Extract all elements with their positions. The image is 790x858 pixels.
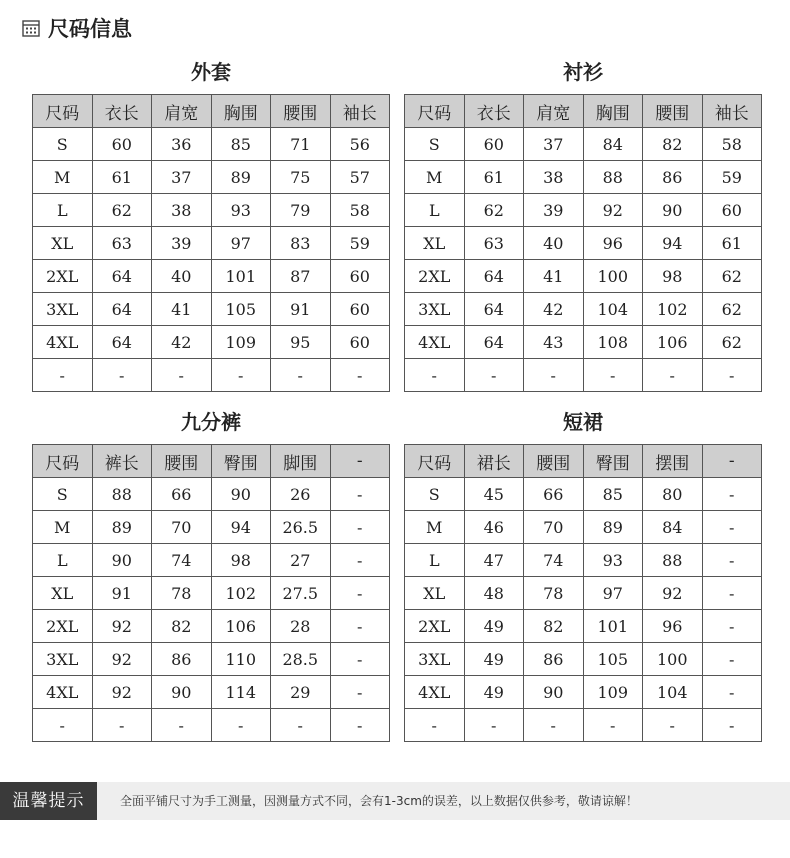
table-cell: 58 [702, 128, 762, 161]
table-cell: 66 [524, 478, 584, 511]
table-row [405, 478, 762, 511]
table-row [405, 709, 762, 742]
table-cell: 98 [211, 544, 271, 577]
table-cell: 64 [92, 293, 152, 326]
table-cell: 101 [583, 610, 643, 643]
column-header: 脚围 [271, 445, 331, 478]
table-row [33, 194, 390, 227]
table-cell: 62 [702, 260, 762, 293]
size-table-coat [32, 58, 390, 392]
table-row [33, 577, 390, 610]
column-header: 胸围 [583, 95, 643, 128]
table-row [405, 260, 762, 293]
table-cell: - [524, 359, 584, 392]
table-cell: - [702, 676, 762, 709]
table-cell: 29 [271, 676, 331, 709]
table-row [405, 194, 762, 227]
table-cell: - [152, 359, 212, 392]
table-cell: - [702, 359, 762, 392]
table-cell: 4XL [33, 676, 93, 709]
table-cell: 70 [524, 511, 584, 544]
table-cell: 2XL [405, 610, 465, 643]
table-cell: - [330, 544, 390, 577]
table-cell: 58 [330, 194, 390, 227]
table-row [405, 511, 762, 544]
table-cell: 102 [211, 577, 271, 610]
table-cell: - [405, 709, 465, 742]
table-cell: 60 [330, 293, 390, 326]
table-cell: - [702, 478, 762, 511]
table-row [33, 511, 390, 544]
table-row [33, 260, 390, 293]
table-cell: - [524, 709, 584, 742]
table-cell: - [211, 709, 271, 742]
table-cell: 90 [92, 544, 152, 577]
table-cell: XL [405, 227, 465, 260]
table-cell: XL [405, 577, 465, 610]
column-header: 腰围 [643, 95, 703, 128]
table-cell: - [33, 709, 93, 742]
table-cell: 97 [583, 577, 643, 610]
table-row [405, 676, 762, 709]
table-cell: - [702, 610, 762, 643]
table-cell: XL [33, 227, 93, 260]
table-cell: 114 [211, 676, 271, 709]
table-cell: 36 [152, 128, 212, 161]
table-cell: 27.5 [271, 577, 331, 610]
table-cell: 90 [643, 194, 703, 227]
size-table-skirt [404, 408, 762, 742]
table-cell: 61 [92, 161, 152, 194]
table-cell: 45 [464, 478, 524, 511]
table-cell: 4XL [33, 326, 93, 359]
table-cell: - [330, 577, 390, 610]
table-cell: 100 [583, 260, 643, 293]
table-row [33, 478, 390, 511]
table-cell: 60 [464, 128, 524, 161]
table-cell: 2XL [405, 260, 465, 293]
table-cell: 62 [702, 293, 762, 326]
table-cell: 88 [643, 544, 703, 577]
table-cell: 57 [330, 161, 390, 194]
column-header: 袖长 [702, 95, 762, 128]
table-cell: 41 [524, 260, 584, 293]
table-cell: 56 [330, 128, 390, 161]
table-header-row [405, 95, 762, 128]
table-cell: - [92, 359, 152, 392]
table-cell: - [211, 359, 271, 392]
table-cell: 63 [92, 227, 152, 260]
table-cell: 62 [464, 194, 524, 227]
table-cell: - [271, 359, 331, 392]
column-header: 尺码 [33, 445, 93, 478]
table-cell: - [330, 359, 390, 392]
table-row [33, 610, 390, 643]
table-cell: - [330, 676, 390, 709]
table-cell: 80 [643, 478, 703, 511]
size-table [404, 94, 762, 392]
table-cell: 41 [152, 293, 212, 326]
table-row [405, 128, 762, 161]
table-cell: 92 [92, 676, 152, 709]
table-cell: 61 [702, 227, 762, 260]
table-cell: S [405, 128, 465, 161]
table-cell: 92 [583, 194, 643, 227]
table-row [33, 544, 390, 577]
column-header: 肩宽 [524, 95, 584, 128]
table-cell: 71 [271, 128, 331, 161]
column-header: 臀围 [211, 445, 271, 478]
table-row [405, 293, 762, 326]
table-cell: - [702, 643, 762, 676]
table-cell: 102 [643, 293, 703, 326]
table-cell: 82 [524, 610, 584, 643]
page-header [22, 13, 132, 43]
table-header-row [405, 445, 762, 478]
table-cell: 42 [152, 326, 212, 359]
table-row [33, 128, 390, 161]
table-header-row [33, 445, 390, 478]
column-header: 尺码 [33, 95, 93, 128]
column-header: 袖长 [330, 95, 390, 128]
table-row [33, 293, 390, 326]
table-cell: 104 [583, 293, 643, 326]
table-cell: 90 [524, 676, 584, 709]
table-cell: M [33, 161, 93, 194]
table-cell: 64 [464, 293, 524, 326]
table-row [33, 227, 390, 260]
table-cell: - [643, 709, 703, 742]
table-cell: 4XL [405, 326, 465, 359]
table-title: 短裙 [563, 410, 603, 434]
size-table [404, 444, 762, 742]
table-cell: 104 [643, 676, 703, 709]
table-cell: 26.5 [271, 511, 331, 544]
table-cell: - [643, 359, 703, 392]
table-cell: 64 [464, 326, 524, 359]
table-cell: 95 [271, 326, 331, 359]
column-header: 肩宽 [152, 95, 212, 128]
table-cell: - [405, 359, 465, 392]
table-row [405, 359, 762, 392]
table-cell: 64 [464, 260, 524, 293]
table-cell: 3XL [33, 643, 93, 676]
table-cell: M [405, 161, 465, 194]
table-cell: 106 [643, 326, 703, 359]
table-cell: - [271, 709, 331, 742]
table-cell: 90 [211, 478, 271, 511]
notice-message: 全面平铺尺寸为手工测量，因测量方式不同，会有1-3cm的误差，以上数据仅供参考，敬请谅解！ [120, 794, 638, 808]
table-cell: 78 [152, 577, 212, 610]
table-cell: - [152, 709, 212, 742]
table-cell: 38 [524, 161, 584, 194]
table-cell: 62 [92, 194, 152, 227]
table-cell: S [33, 478, 93, 511]
table-row [33, 359, 390, 392]
column-header: 裤长 [92, 445, 152, 478]
column-header: 胸围 [211, 95, 271, 128]
table-cell: 75 [271, 161, 331, 194]
table-cell: 86 [152, 643, 212, 676]
table-cell: 60 [330, 260, 390, 293]
table-cell: 3XL [33, 293, 93, 326]
table-cell: 86 [524, 643, 584, 676]
table-cell: 98 [643, 260, 703, 293]
table-cell: 60 [702, 194, 762, 227]
table-cell: S [33, 128, 93, 161]
table-cell: 97 [211, 227, 271, 260]
table-cell: 40 [152, 260, 212, 293]
table-cell: 90 [152, 676, 212, 709]
table-cell: 92 [643, 577, 703, 610]
table-cell: 63 [464, 227, 524, 260]
table-header-row [33, 95, 390, 128]
table-cell: 61 [464, 161, 524, 194]
table-cell: - [330, 643, 390, 676]
table-row [405, 577, 762, 610]
table-cell: 96 [583, 227, 643, 260]
table-cell: 91 [271, 293, 331, 326]
table-cell: 49 [464, 676, 524, 709]
column-header: 臀围 [583, 445, 643, 478]
table-row [33, 643, 390, 676]
table-cell: 66 [152, 478, 212, 511]
table-cell: 88 [92, 478, 152, 511]
table-cell: 47 [464, 544, 524, 577]
column-header: 衣长 [464, 95, 524, 128]
table-cell: 110 [211, 643, 271, 676]
table-cell: M [405, 511, 465, 544]
table-cell: 92 [92, 610, 152, 643]
table-cell: 93 [583, 544, 643, 577]
table-cell: 105 [211, 293, 271, 326]
table-cell: 85 [583, 478, 643, 511]
table-cell: L [33, 194, 93, 227]
size-table-pants [32, 408, 390, 742]
table-cell: S [405, 478, 465, 511]
table-cell: 96 [643, 610, 703, 643]
table-cell: 91 [92, 577, 152, 610]
table-cell: 78 [524, 577, 584, 610]
table-cell: - [583, 709, 643, 742]
table-cell: 101 [211, 260, 271, 293]
table-cell: 43 [524, 326, 584, 359]
column-header: 尺码 [405, 95, 465, 128]
table-cell: - [702, 709, 762, 742]
table-row [33, 709, 390, 742]
table-cell: 109 [211, 326, 271, 359]
column-header: 腰围 [152, 445, 212, 478]
table-cell: L [33, 544, 93, 577]
table-cell: 37 [524, 128, 584, 161]
table-cell: 49 [464, 610, 524, 643]
table-cell: 2XL [33, 260, 93, 293]
table-row [405, 610, 762, 643]
table-cell: 38 [152, 194, 212, 227]
table-cell: 89 [211, 161, 271, 194]
table-cell: 106 [211, 610, 271, 643]
table-cell: 39 [524, 194, 584, 227]
table-cell: 105 [583, 643, 643, 676]
table-cell: 94 [211, 511, 271, 544]
table-cell: 89 [92, 511, 152, 544]
table-row [33, 326, 390, 359]
table-cell: - [33, 359, 93, 392]
table-cell: 48 [464, 577, 524, 610]
table-cell: 59 [702, 161, 762, 194]
table-cell: - [330, 511, 390, 544]
table-cell: 93 [211, 194, 271, 227]
table-cell: - [702, 544, 762, 577]
page-title: 尺码信息 [48, 17, 132, 41]
table-cell: 62 [702, 326, 762, 359]
size-table [32, 94, 390, 392]
table-cell: 108 [583, 326, 643, 359]
table-cell: 39 [152, 227, 212, 260]
table-cell: 28.5 [271, 643, 331, 676]
table-cell: 60 [92, 128, 152, 161]
table-cell: 84 [643, 511, 703, 544]
table-cell: 89 [583, 511, 643, 544]
table-cell: 88 [583, 161, 643, 194]
table-cell: 87 [271, 260, 331, 293]
table-cell: 60 [330, 326, 390, 359]
table-cell: 64 [92, 260, 152, 293]
table-cell: - [330, 610, 390, 643]
table-cell: 59 [330, 227, 390, 260]
table-cell: 84 [583, 128, 643, 161]
table-cell: 46 [464, 511, 524, 544]
table-cell: 70 [152, 511, 212, 544]
table-cell: 83 [271, 227, 331, 260]
column-header: 腰围 [271, 95, 331, 128]
table-title: 外套 [191, 60, 231, 84]
notice-bar [0, 782, 790, 820]
table-cell: 42 [524, 293, 584, 326]
table-cell: 92 [92, 643, 152, 676]
table-cell: - [702, 577, 762, 610]
table-cell: 100 [643, 643, 703, 676]
table-cell: - [464, 709, 524, 742]
table-cell: 79 [271, 194, 331, 227]
table-cell: 74 [152, 544, 212, 577]
table-cell: XL [33, 577, 93, 610]
column-header: - [702, 445, 762, 478]
table-cell: - [702, 511, 762, 544]
table-row [33, 676, 390, 709]
table-cell: L [405, 194, 465, 227]
size-table-shirt [404, 58, 762, 392]
table-cell: 40 [524, 227, 584, 260]
table-cell: 64 [92, 326, 152, 359]
column-header: 裙长 [464, 445, 524, 478]
table-cell: 49 [464, 643, 524, 676]
column-header: 摆围 [643, 445, 703, 478]
table-row [33, 161, 390, 194]
table-cell: 27 [271, 544, 331, 577]
column-header: 尺码 [405, 445, 465, 478]
table-cell: 3XL [405, 293, 465, 326]
column-header: 腰围 [524, 445, 584, 478]
column-header: 衣长 [92, 95, 152, 128]
table-cell: 2XL [33, 610, 93, 643]
table-cell: 86 [643, 161, 703, 194]
notice-label: 温馨提示 [0, 782, 97, 820]
table-cell: 74 [524, 544, 584, 577]
table-row [405, 643, 762, 676]
table-cell: 26 [271, 478, 331, 511]
table-cell: - [330, 478, 390, 511]
table-cell: 28 [271, 610, 331, 643]
table-cell: L [405, 544, 465, 577]
table-cell: - [583, 359, 643, 392]
table-cell: 82 [643, 128, 703, 161]
table-row [405, 544, 762, 577]
table-title: 衬衫 [563, 60, 603, 84]
table-title: 九分裤 [181, 410, 241, 434]
table-cell: - [330, 709, 390, 742]
table-cell: 3XL [405, 643, 465, 676]
column-header: - [330, 445, 390, 478]
table-row [405, 326, 762, 359]
table-row [405, 161, 762, 194]
size-table [32, 444, 390, 742]
table-cell: 94 [643, 227, 703, 260]
table-cell: 82 [152, 610, 212, 643]
table-cell: M [33, 511, 93, 544]
calendar-grid-icon [22, 19, 40, 37]
table-cell: 4XL [405, 676, 465, 709]
table-cell: - [92, 709, 152, 742]
table-cell: - [464, 359, 524, 392]
table-cell: 37 [152, 161, 212, 194]
table-cell: 85 [211, 128, 271, 161]
table-row [405, 227, 762, 260]
table-cell: 109 [583, 676, 643, 709]
